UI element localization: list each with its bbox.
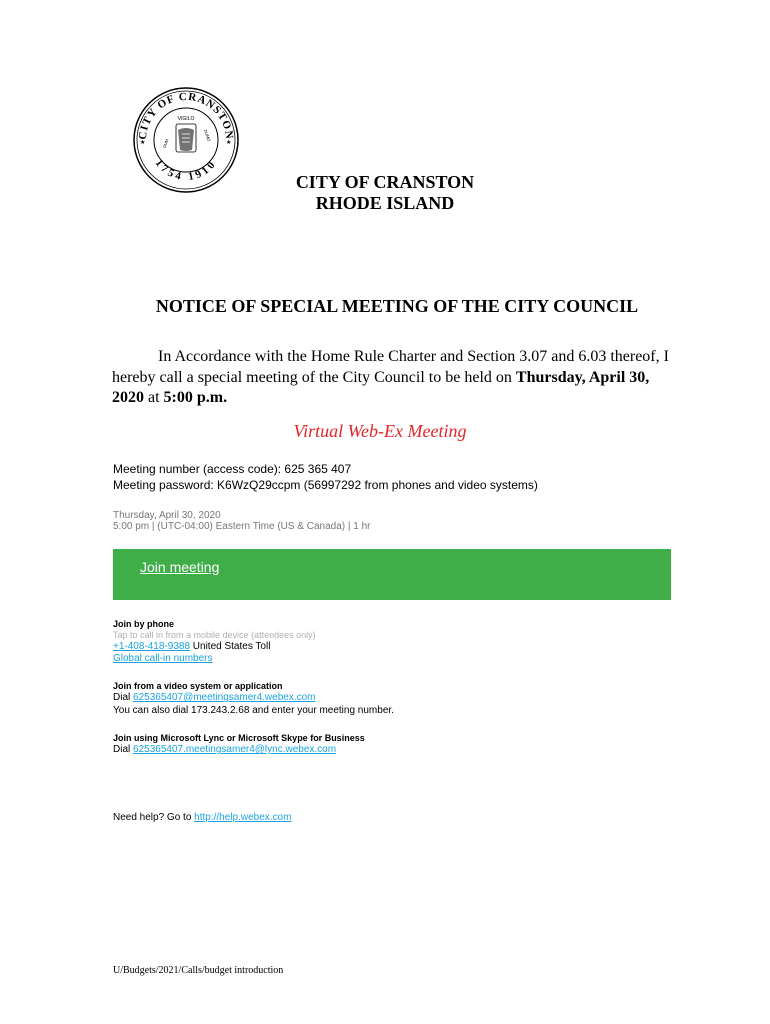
virtual-meeting-title: Virtual Web-Ex Meeting	[293, 421, 467, 441]
global-call-in-line	[113, 652, 213, 665]
video-ip-line: You can also dial 173.243.2.68 and enter your meeting number.	[113, 705, 394, 716]
video-dial-line	[113, 691, 316, 704]
paragraph-connector: at	[144, 389, 164, 406]
notice-title: NOTICE OF SPECIAL MEETING OF THE CITY COUNCIL	[155, 296, 639, 316]
lync-dial-link[interactable]: 625365407.meetingsamer4@lync.webex.com	[133, 744, 337, 755]
phone-number-link[interactable]: +1-408-418-9388	[113, 641, 191, 652]
footer-path: U/Budgets/2021/Calls/budget introduction	[113, 965, 284, 976]
meeting-date-line: Thursday, April 30, 2020	[113, 510, 221, 521]
svg-text:DUM: DUM	[161, 138, 170, 149]
phone-number-suffix: United States Toll	[190, 641, 271, 652]
svg-text:DUMO: DUMO	[202, 128, 212, 143]
svg-text:1754 1910: 1754 1910	[152, 157, 220, 184]
lync-heading: Join using Microsoft Lync or Microsoft Skype for Business	[113, 733, 365, 743]
lync-dial-prefix: Dial	[113, 744, 134, 755]
notice-paragraph	[112, 347, 672, 409]
svg-text:★: ★	[226, 140, 232, 146]
meeting-number: Meeting number (access code): 625 365 407	[113, 462, 352, 476]
video-dial-link[interactable]: 625365407@meetingsamer4.webex.com	[133, 692, 316, 703]
help-prefix: Need help? Go to	[113, 812, 195, 823]
video-dial-prefix: Dial	[113, 692, 134, 703]
city-name: CITY OF CRANSTON	[295, 172, 475, 192]
svg-text:★: ★	[140, 140, 146, 146]
svg-text:VIGILO: VIGILO	[177, 116, 195, 122]
phone-hint: Tap to call in from a mobile device (attendees only)	[113, 630, 316, 640]
global-call-in-link[interactable]: Global call-in numbers	[113, 653, 213, 664]
help-line	[113, 811, 291, 824]
join-by-phone-heading: Join by phone	[113, 619, 175, 629]
video-system-heading: Join from a video system or application	[113, 681, 283, 691]
lync-dial-line	[113, 743, 336, 756]
paragraph-text: In Accordance with the Home Rule Charter and Section 3.07 and 6.03 thereof, I hereby call a special meeting of the City Council to be held on	[112, 348, 669, 386]
meeting-date: Thursday, April 30, 2020	[112, 368, 650, 406]
meeting-time-line: 5:00 pm | (UTC-04:00) Eastern Time (US & Canada) | 1 hr	[113, 521, 371, 532]
state-name: RHODE ISLAND	[315, 193, 455, 213]
meeting-time: 5:00 p.m.	[163, 389, 228, 406]
help-link[interactable]: http://help.webex.com	[194, 812, 292, 823]
meeting-password: Meeting password: K6WzQ29ccpm (56997292 from phones and video systems)	[113, 478, 538, 492]
svg-text:CITY OF CRANSTON: CITY OF CRANSTON	[136, 90, 236, 141]
join-meeting-link[interactable]: Join meeting	[140, 559, 220, 575]
